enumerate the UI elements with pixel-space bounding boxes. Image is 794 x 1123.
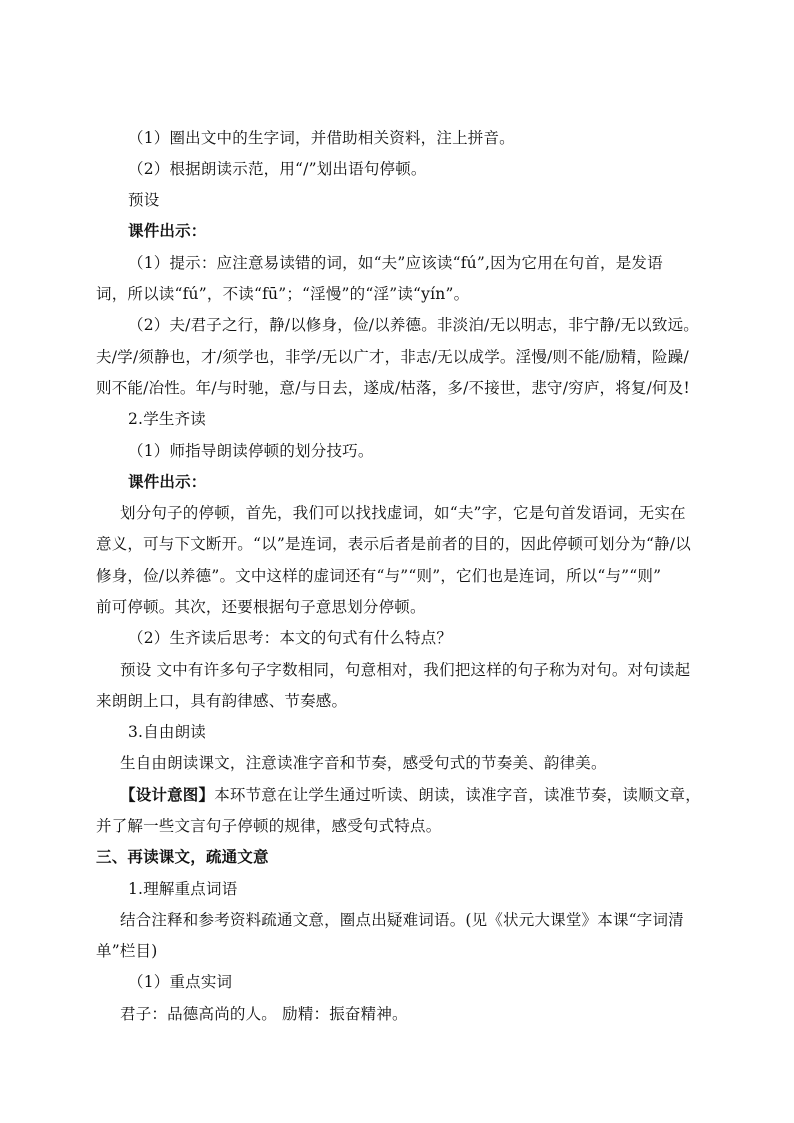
text-line: 并了解一些文言句子停顿的规律，感受句式特点。 [96,817,442,835]
subsection-heading: 2.学生齐读 [128,410,206,428]
section-label: 课件出示： [128,472,207,491]
text-line: （2）生齐读后思考：本文的句式有什么特点？ [128,629,453,647]
section-label: 课件出示： [128,221,207,240]
text-line: 生自由朗读课文，注意读准字音和节奏，感受句式的节奏美、韵律美。 [120,754,607,772]
text-line: 预设 [128,191,160,209]
design-intent-label: 【设计意图】 [120,785,215,804]
design-intent-text: 本环节意在让学生通过听读、朗读，读准字音，读准节奏，读顺文章， [214,786,701,804]
text-line: 来朗朗上口，具有韵律感、节奏感。 [96,692,348,710]
text-line: （1）师指导朗读停顿的划分技巧。 [128,442,374,460]
text-line: 意义，可与下文断开。“以”是连词，表示后者是前者的目的，因此停顿可划分为“静/以 [96,535,691,553]
text-line: 夫/学/须静也，才/须学也，非学/无以广才，非志/无以成学。淫慢/则不能/励精，险躁/ [96,348,689,366]
text-line: （2）根据朗读示范，用“/”划出语句停顿。 [128,160,427,178]
text-line: 君子：品德高尚的人。 励精：振奋精神。 [120,1005,408,1023]
text-line: 词，所以读“fú”，不读“fū”；“淫慢”的“淫”读“yín”。 [96,285,470,303]
text-line: （2）夫/君子之行，静/以修身，俭/以养德。非淡泊/无以明志，非宁静/无以致远。 [128,316,699,334]
text-line: （1）提示：应注意易读错的词，如“夫”应该读“fú”,因为它用在句首，是发语 [128,254,663,272]
text-line: 预设 文中有许多句子字数相同，句意相对，我们把这样的句子称为对句。对句读起 [120,661,691,679]
subsection-heading: 1.理解重点词语 [128,880,238,898]
subsection-heading: 3.自由朗读 [128,723,206,741]
text-line: （1）重点实词 [128,973,233,991]
text-line: （1）圈出文中的生字词，并借助相关资料，注上拼音。 [128,129,515,147]
text-line: 修身，俭/以养德”。文中这样的虚词还有“与”“则”，它们也是连词，所以“与”“则” [96,567,662,585]
text-line: 划分句子的停顿，首先，我们可以找找虚词，如“夫”字，它是句首发语词，无实在 [120,504,686,522]
text-line: 结合注释和参考资料疏通文意，圈点出疑难词语。(见《状元大课堂》本课“字词清 [120,911,684,929]
design-intent-line [120,784,742,806]
section-heading: 三、再读课文，疏通文意 [96,847,269,866]
text-line: 则不能/冶性。年/与时驰，意/与日去，遂成/枯落，多/不接世，悲守/穷庐，将复/何及! [96,379,690,397]
text-line: 单”栏目) [96,942,158,960]
text-line: 前可停顿。其次，还要根据句子意思划分停顿。 [96,598,426,616]
